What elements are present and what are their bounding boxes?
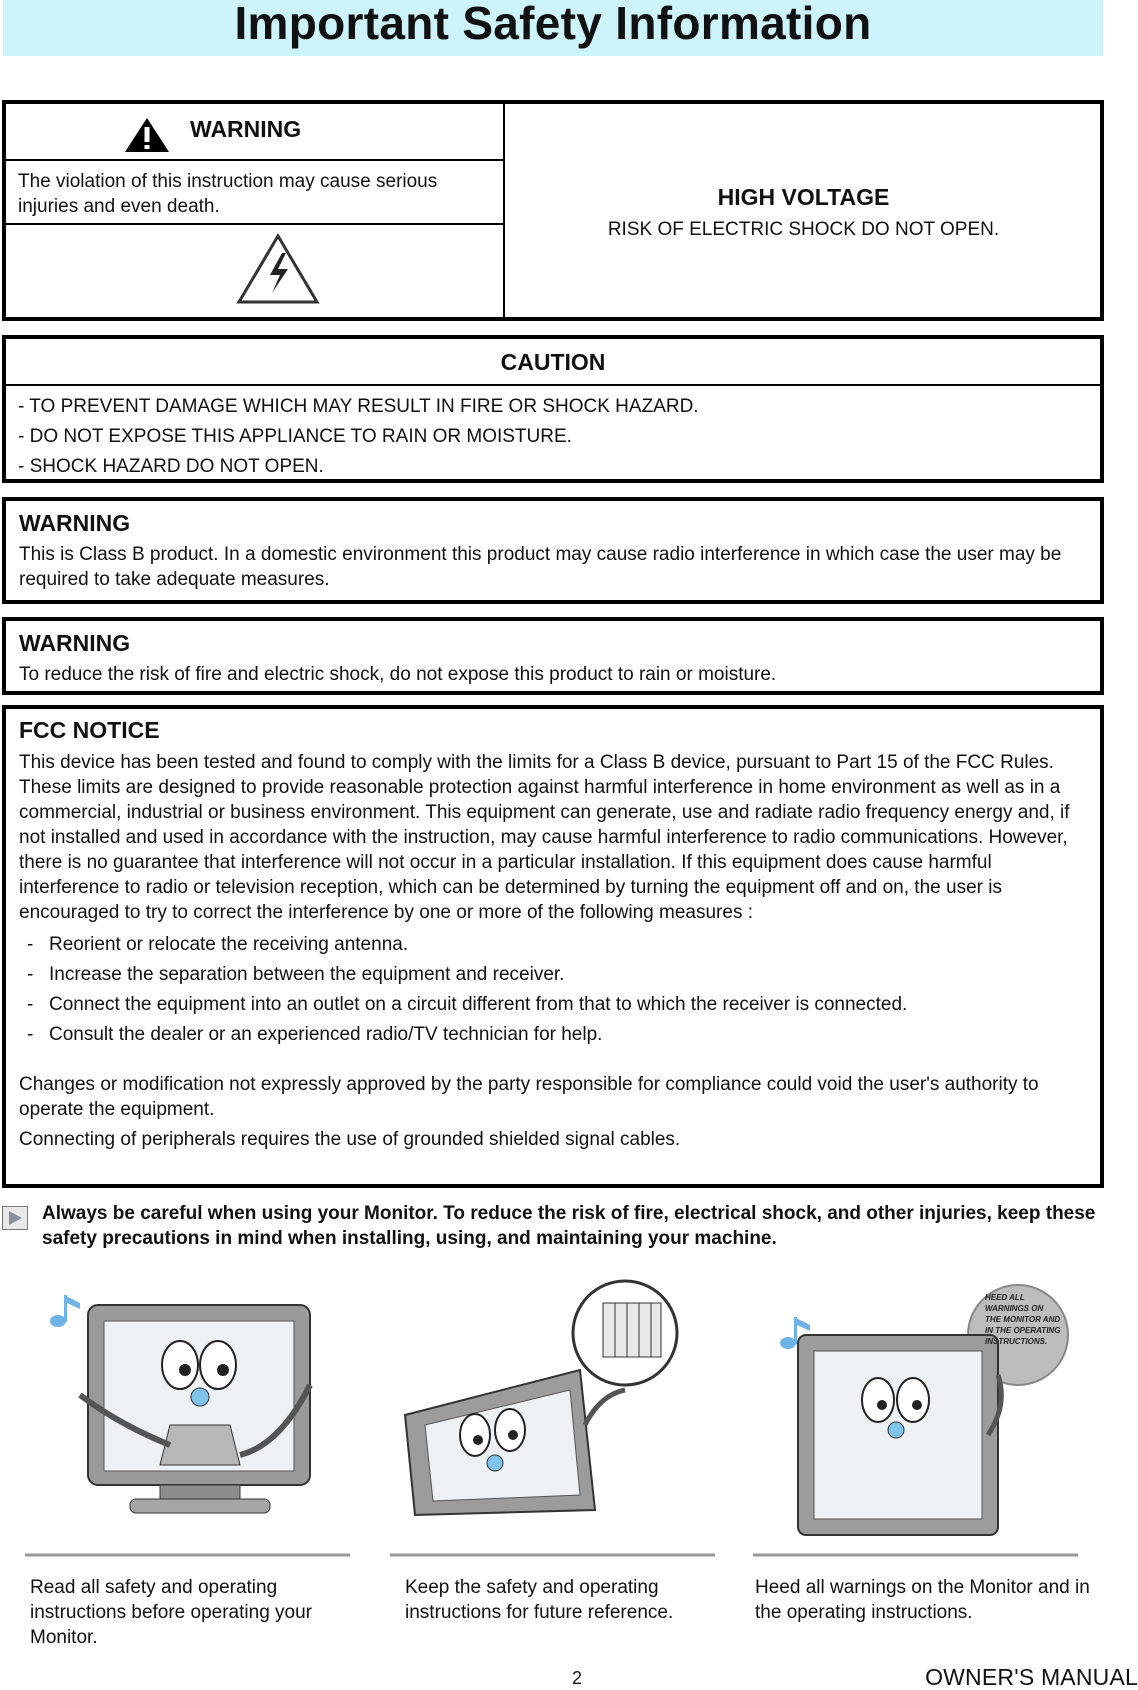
measure-text: Increase the separation between the equipment and receiver. bbox=[49, 964, 565, 985]
warning-class-b-text: This is Class B product. In a domestic environment this product may cause radio interference in which case the user may be required to take adequate measures. bbox=[19, 544, 1062, 590]
music-note-icon bbox=[50, 1295, 80, 1327]
electric-shock-icon bbox=[236, 233, 320, 310]
warning-fire-box bbox=[2, 617, 1104, 695]
list-item: - Consult the dealer or an experienced radio/TV technician for help. bbox=[27, 1024, 603, 1045]
warning-text: The violation of this instruction may cause serious injuries and even death. bbox=[6, 161, 503, 225]
caution-line: - TO PREVENT DAMAGE WHICH MAY RESULT IN FIRE OR SHOCK HAZARD. bbox=[18, 396, 699, 417]
warning-title: WARNING bbox=[190, 116, 302, 142]
page-title: Important Safety Information bbox=[234, 0, 872, 49]
measure-text: Reorient or relocate the receiving antenna. bbox=[49, 934, 409, 955]
warning-column bbox=[6, 104, 505, 317]
caption-read-instructions: Read all safety and operating instructions before operating your Monitor. bbox=[30, 1577, 312, 1648]
caption-heed-warnings: Heed all warnings on the Monitor and in the operating instructions. bbox=[755, 1577, 1090, 1623]
fcc-notice-box bbox=[2, 705, 1104, 1188]
fcc-connecting-text: Connecting of peripherals requires the use of grounded shielded signal cables. bbox=[19, 1129, 681, 1150]
measure-text: Consult the dealer or an experienced radio/TV technician for help. bbox=[49, 1024, 603, 1045]
fcc-paragraph: This device has been tested and found to comply with the limits for a Class B device, pursuant to Part 15 of the FCC Rules. These limits are designed to provide reasonable protection against harmful interference in home environment as well as in a commercial, industrial or business environment. This equipment can generate, use and radiate radio frequency energy and, if not installed and used in accordance with the instruction, may cause harmful interference to radio communications. However, there is no guarantee that interference will not occur in a particular installation. If this equipment does cause harmful interference to radio or television reception, which can be determined by turning the equipment off and on, the user is encouraged to try to correct the interference by one or more of the following measures : bbox=[19, 752, 1070, 923]
high-voltage-column bbox=[507, 104, 1100, 317]
fcc-changes-text: Changes or modification not expressly approved by the party responsible for compliance could void the user's authority to operate the equipment. bbox=[19, 1074, 1039, 1120]
list-item: - Increase the separation between the equipment and receiver. bbox=[27, 964, 565, 985]
warning-class-b-box bbox=[2, 497, 1104, 604]
caution-title: CAUTION bbox=[6, 339, 1100, 386]
warning-class-b-title: WARNING bbox=[19, 510, 131, 536]
warning-bubble-text: HEED ALL WARNINGS ON THE MONITOR AND IN THE OPERATING INSTRUCTIONS. bbox=[985, 1293, 1061, 1346]
note-arrow-icon bbox=[2, 1206, 28, 1230]
list-item: - Connect the equipment into an outlet on a circuit different from that to which the receiver is connected. bbox=[27, 994, 908, 1015]
warning-high-voltage-box bbox=[2, 100, 1104, 321]
caution-line: - SHOCK HAZARD DO NOT OPEN. bbox=[18, 456, 324, 477]
manual-books-icon bbox=[603, 1303, 661, 1357]
fcc-measures-list bbox=[19, 930, 1087, 1050]
warning-fire-text: To reduce the risk of fire and electric shock, do not expose this product to rain or moisture. bbox=[19, 664, 777, 685]
measure-text: Connect the equipment into an outlet on a circuit different from that to which the receiver is connected. bbox=[49, 994, 908, 1015]
owners-manual-label: OWNER'S MANUAL bbox=[925, 1664, 1138, 1690]
page-number: 2 bbox=[572, 1668, 583, 1688]
fcc-title: FCC NOTICE bbox=[19, 717, 160, 743]
caution-box bbox=[2, 335, 1104, 483]
high-voltage-text: RISK OF ELECTRIC SHOCK DO NOT OPEN. bbox=[607, 219, 1000, 240]
caption-keep-instructions: Keep the safety and operating instructions for future reference. bbox=[405, 1577, 674, 1623]
shock-symbol-row bbox=[6, 225, 503, 317]
caution-line: - DO NOT EXPOSE THIS APPLIANCE TO RAIN OR MOISTURE. bbox=[18, 426, 572, 447]
safety-note: Always be careful when using your Monitor. To reduce the risk of fire, electrical shock, and other injuries, keep these safety precautions in mind when installing, using, and maintaining your machine. bbox=[42, 1203, 1096, 1249]
illustration-read-instructions bbox=[20, 1275, 360, 1565]
list-item: - Reorient or relocate the receiving antenna. bbox=[27, 934, 409, 955]
warning-fire-title: WARNING bbox=[19, 630, 131, 656]
caution-lines bbox=[6, 386, 1100, 488]
warning-header-row bbox=[6, 104, 503, 161]
high-voltage-title: HIGH VOLTAGE bbox=[717, 184, 890, 210]
warning-triangle-icon bbox=[124, 117, 170, 158]
illustration-keep-instructions bbox=[385, 1275, 725, 1565]
page-title-bar bbox=[3, 0, 1103, 56]
